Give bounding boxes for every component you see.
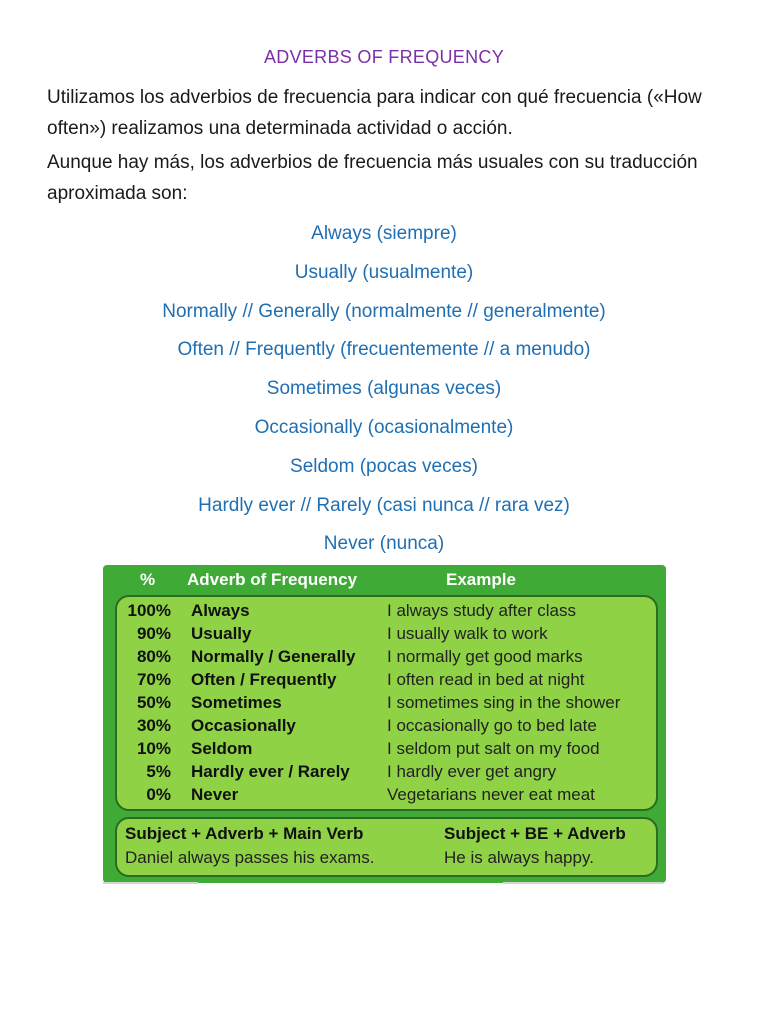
row-adverb: Always [191,601,250,620]
row-percent: 0% [146,785,171,804]
table-row [117,647,656,670]
table-row [117,762,656,785]
adverb-item: Never (nunca) [323,533,445,555]
adverb-item: Often // Frequently (frecuentemente // a menudo) [177,339,591,361]
row-percent: 90% [136,624,171,643]
frequency-table-image [103,565,666,883]
table-row [117,601,656,624]
table-body [115,595,658,811]
row-example: I occasionally go to bed late [387,716,597,735]
intro-paragraph: Utilizamos los adverbios de frecuencia para indicar con qué frecuencia («How often») realizamos una determinada actividad o acción. [47,87,702,139]
image-caption-strip [103,882,666,886]
row-percent: 70% [136,670,171,689]
adverb-item: Seldom (pocas veces) [290,455,478,477]
row-adverb: Occasionally [191,716,296,735]
adverb-item: Hardly ever // Rarely (casi nunca // rara vez) [198,494,570,516]
row-example: I usually walk to work [387,624,548,643]
formula-right-example: He is always happy. [444,848,594,867]
header-percent: % [140,570,156,589]
row-example: I always study after class [387,601,576,620]
header-example: Example [446,570,516,589]
row-percent: 5% [146,762,171,781]
row-adverb: Normally / Generally [191,647,356,666]
formula-box [115,817,658,877]
document-title: ADVERBS OF FREQUENCY [263,47,505,67]
table-row [117,785,656,808]
row-adverb: Seldom [191,739,253,758]
table-row [117,624,656,647]
table-row [117,693,656,716]
row-example: I often read in bed at night [387,670,585,689]
row-percent: 30% [136,716,171,735]
row-percent: 100% [127,601,171,620]
caption-mark-right [503,882,663,884]
list-intro-paragraph: Aunque hay más, los adverbios de frecuencia más usuales con su traducción aproximada son: [47,152,698,204]
row-example: I normally get good marks [387,647,583,666]
row-percent: 80% [136,647,171,666]
adverb-list [0,215,768,564]
table-header [103,565,666,595]
adverb-item: Sometimes (algunas veces) [266,378,502,400]
table-row [117,670,656,693]
row-example: Vegetarians never eat meat [387,785,595,804]
formula-left-example: Daniel always passes his exams. [125,848,375,867]
formula-right-rule: Subject + BE + Adverb [444,824,626,843]
formula-left-rule: Subject + Adverb + Main Verb [125,824,364,843]
adverb-item: Always (siempre) [311,223,457,244]
row-example: I seldom put salt on my food [387,739,600,758]
table-row [117,716,656,739]
row-example: I hardly ever get angry [387,762,557,781]
row-adverb: Sometimes [191,693,282,712]
caption-mark-left [103,882,198,884]
row-adverb: Often / Frequently [191,670,337,689]
row-adverb: Hardly ever / Rarely [191,762,350,781]
adverb-item: Normally // Generally (normalmente // generalmente) [162,300,606,322]
row-adverb: Never [191,785,239,804]
table-row [117,739,656,762]
header-adverb: Adverb of Frequency [187,570,358,589]
row-example: I sometimes sing in the shower [387,693,621,712]
adverb-item: Usually (usualmente) [294,261,474,283]
adverb-item: Occasionally (ocasionalmente) [254,416,514,438]
row-adverb: Usually [191,624,252,643]
row-percent: 10% [136,739,171,758]
row-percent: 50% [136,693,171,712]
